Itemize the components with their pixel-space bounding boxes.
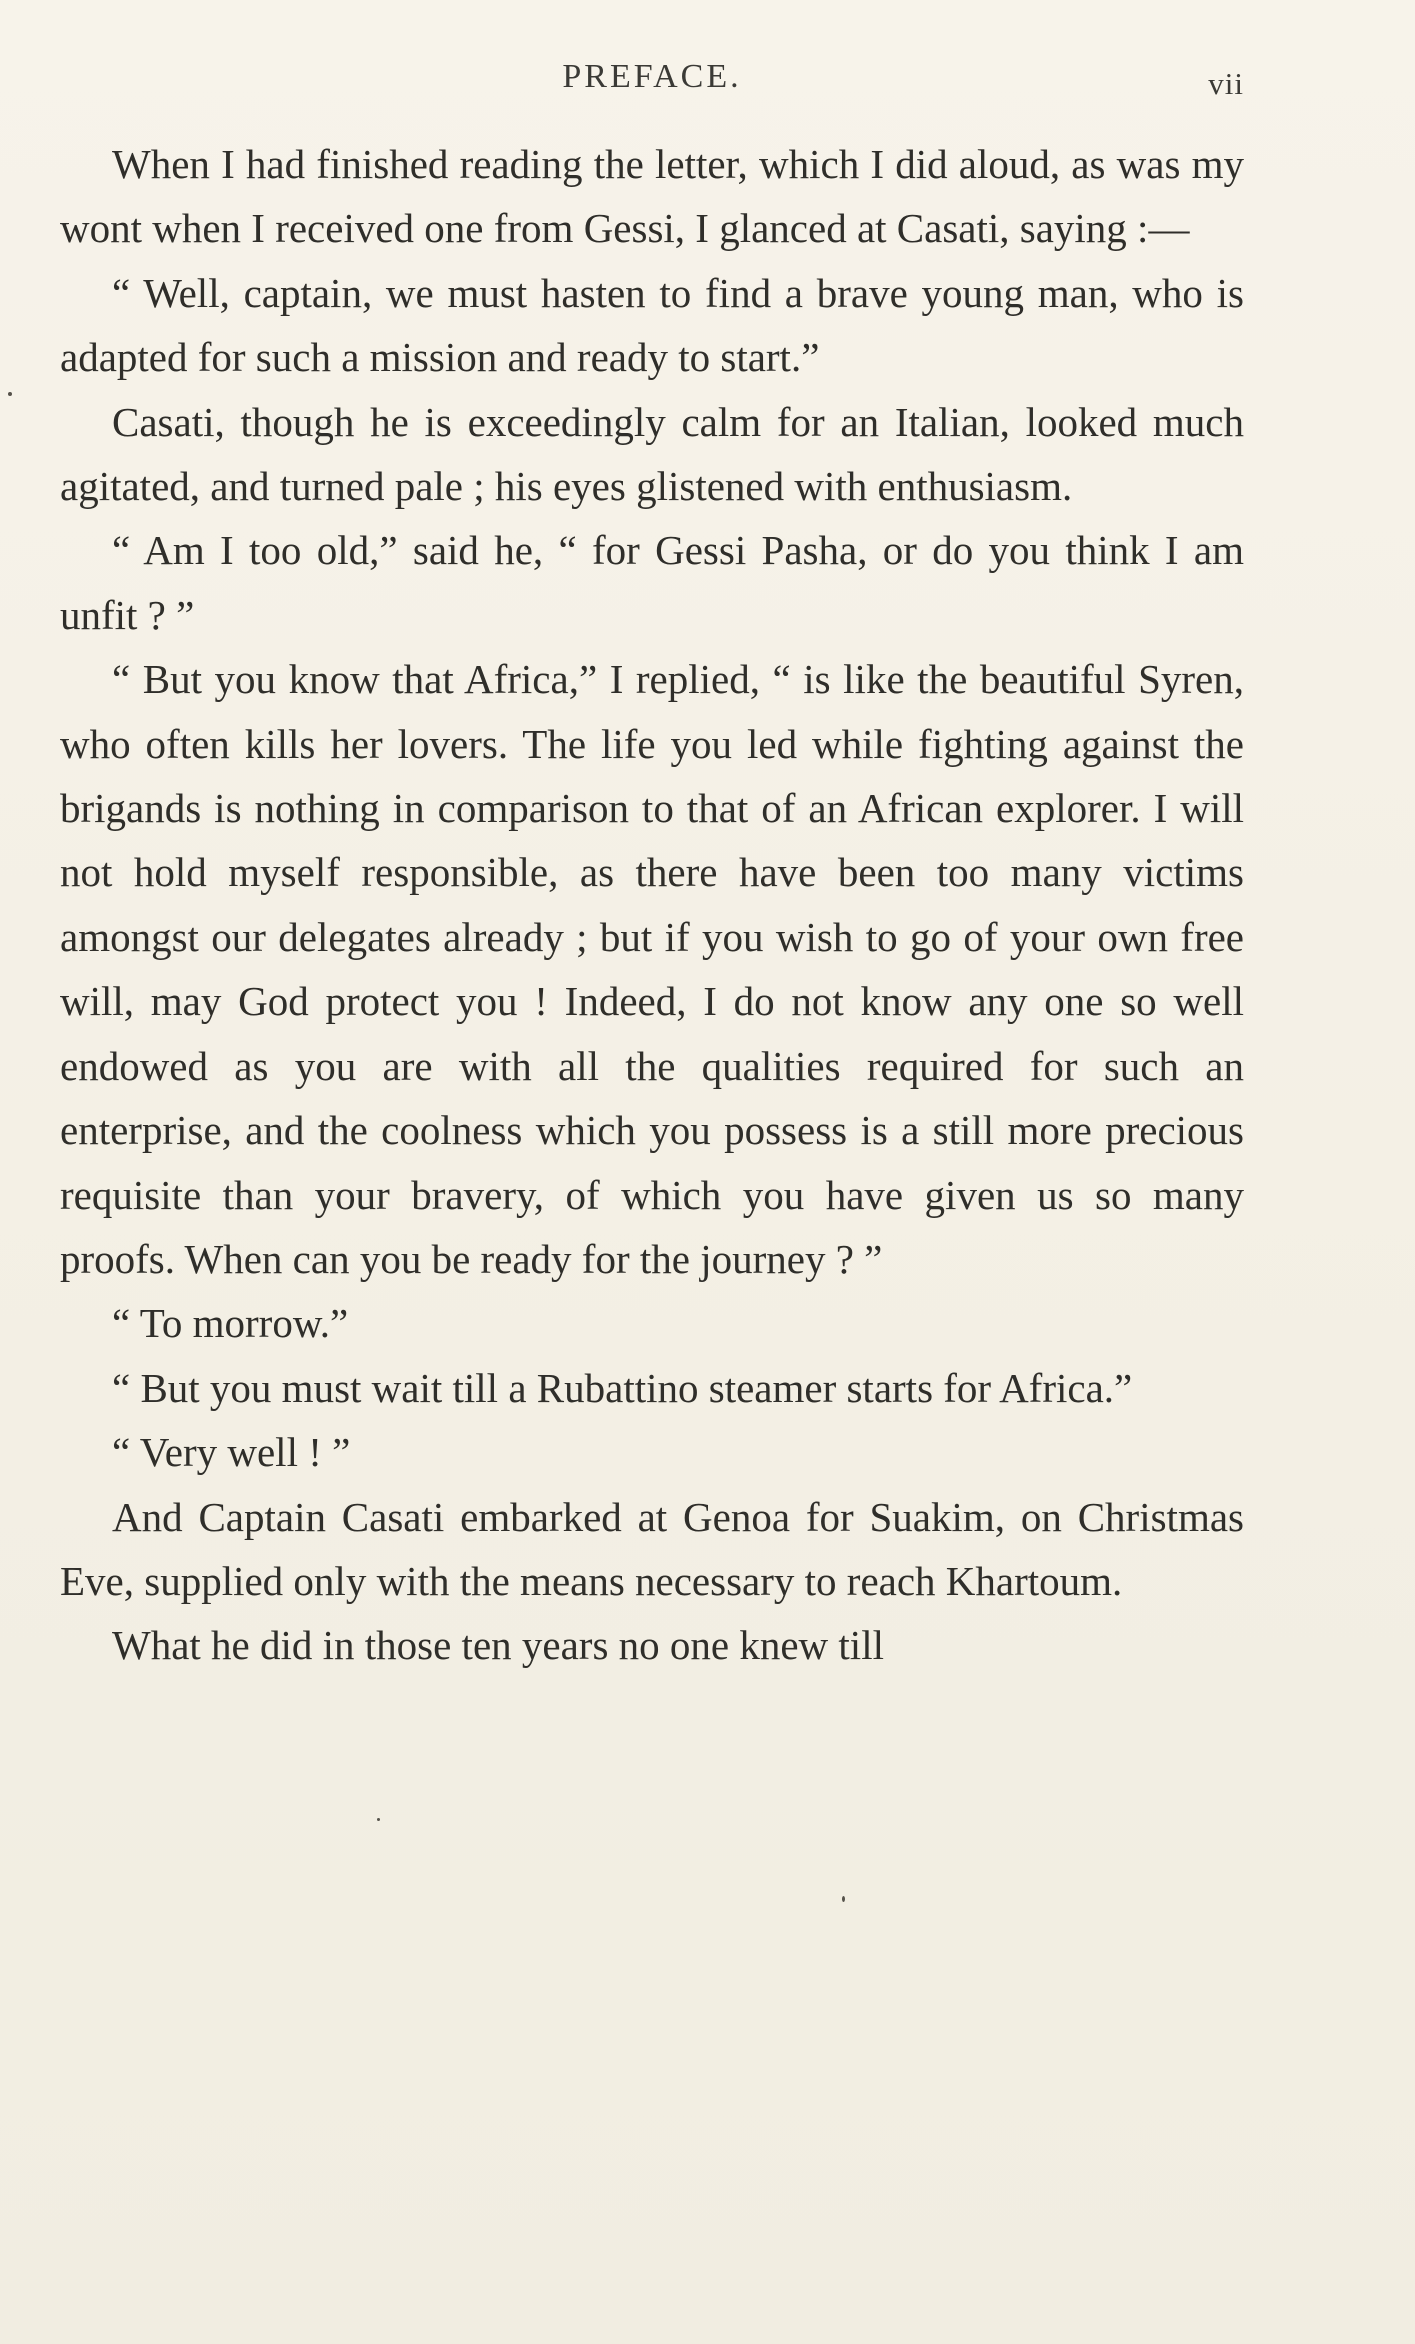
paragraph: “ But you know that Africa,” I replied, “ is like the beautiful Syren, who often kills her lovers. The life you led while fighting against the brigands is nothing in comparison to that of an African explorer. I will not hold myself responsible, as there have been too many victims amongst our delegates already ; but if you wish to go of your own free will, may God protect you ! Indeed, I do not know any one so well endowed as you are with all the qualities required for such an enterprise, and the coolness which you possess is a still more precious requisite than your bravery, of which you have given us so many proofs. When can you be ready for the journey ? ” <box>60 656 1244 1282</box>
paragraph: “ But you must wait till a Rubattino steamer starts for Africa.” <box>112 1364 1133 1411</box>
paper-speck <box>8 392 12 396</box>
paragraph: Casati, though he is exceedingly calm for an Italian, looked much agitated, and turned pale ; his eyes glistened with enthusiasm. <box>60 398 1244 510</box>
paragraph: What he did in those ten years no one knew till <box>112 1622 884 1669</box>
paper-speck <box>377 1818 380 1821</box>
page-number: vii <box>1208 66 1244 101</box>
page-header <box>60 58 1244 108</box>
body-text <box>60 132 1244 1678</box>
paragraph: “ Well, captain, we must hasten to find a brave young man, who is adapted for such a mission and ready to start.” <box>60 269 1244 381</box>
paragraph: “ To morrow.” <box>112 1300 349 1347</box>
paragraph: And Captain Casati embarked at Genoa for Suakim, on Christmas Eve, supplied only with the means necessary to reach Khartoum. <box>60 1493 1244 1604</box>
paragraph: “ Am I too old,” said he, “ for Gessi Pasha, or do you think I am unfit ? ” <box>60 527 1244 638</box>
paragraph: When I had finished reading the letter, which I did aloud, as was my wont when I received one from Gessi, I glanced at Casati, saying :— <box>60 141 1244 252</box>
paper-speck <box>842 1896 845 1902</box>
paragraph: “ Very well ! ” <box>112 1429 351 1476</box>
running-head: PREFACE. <box>562 58 742 95</box>
